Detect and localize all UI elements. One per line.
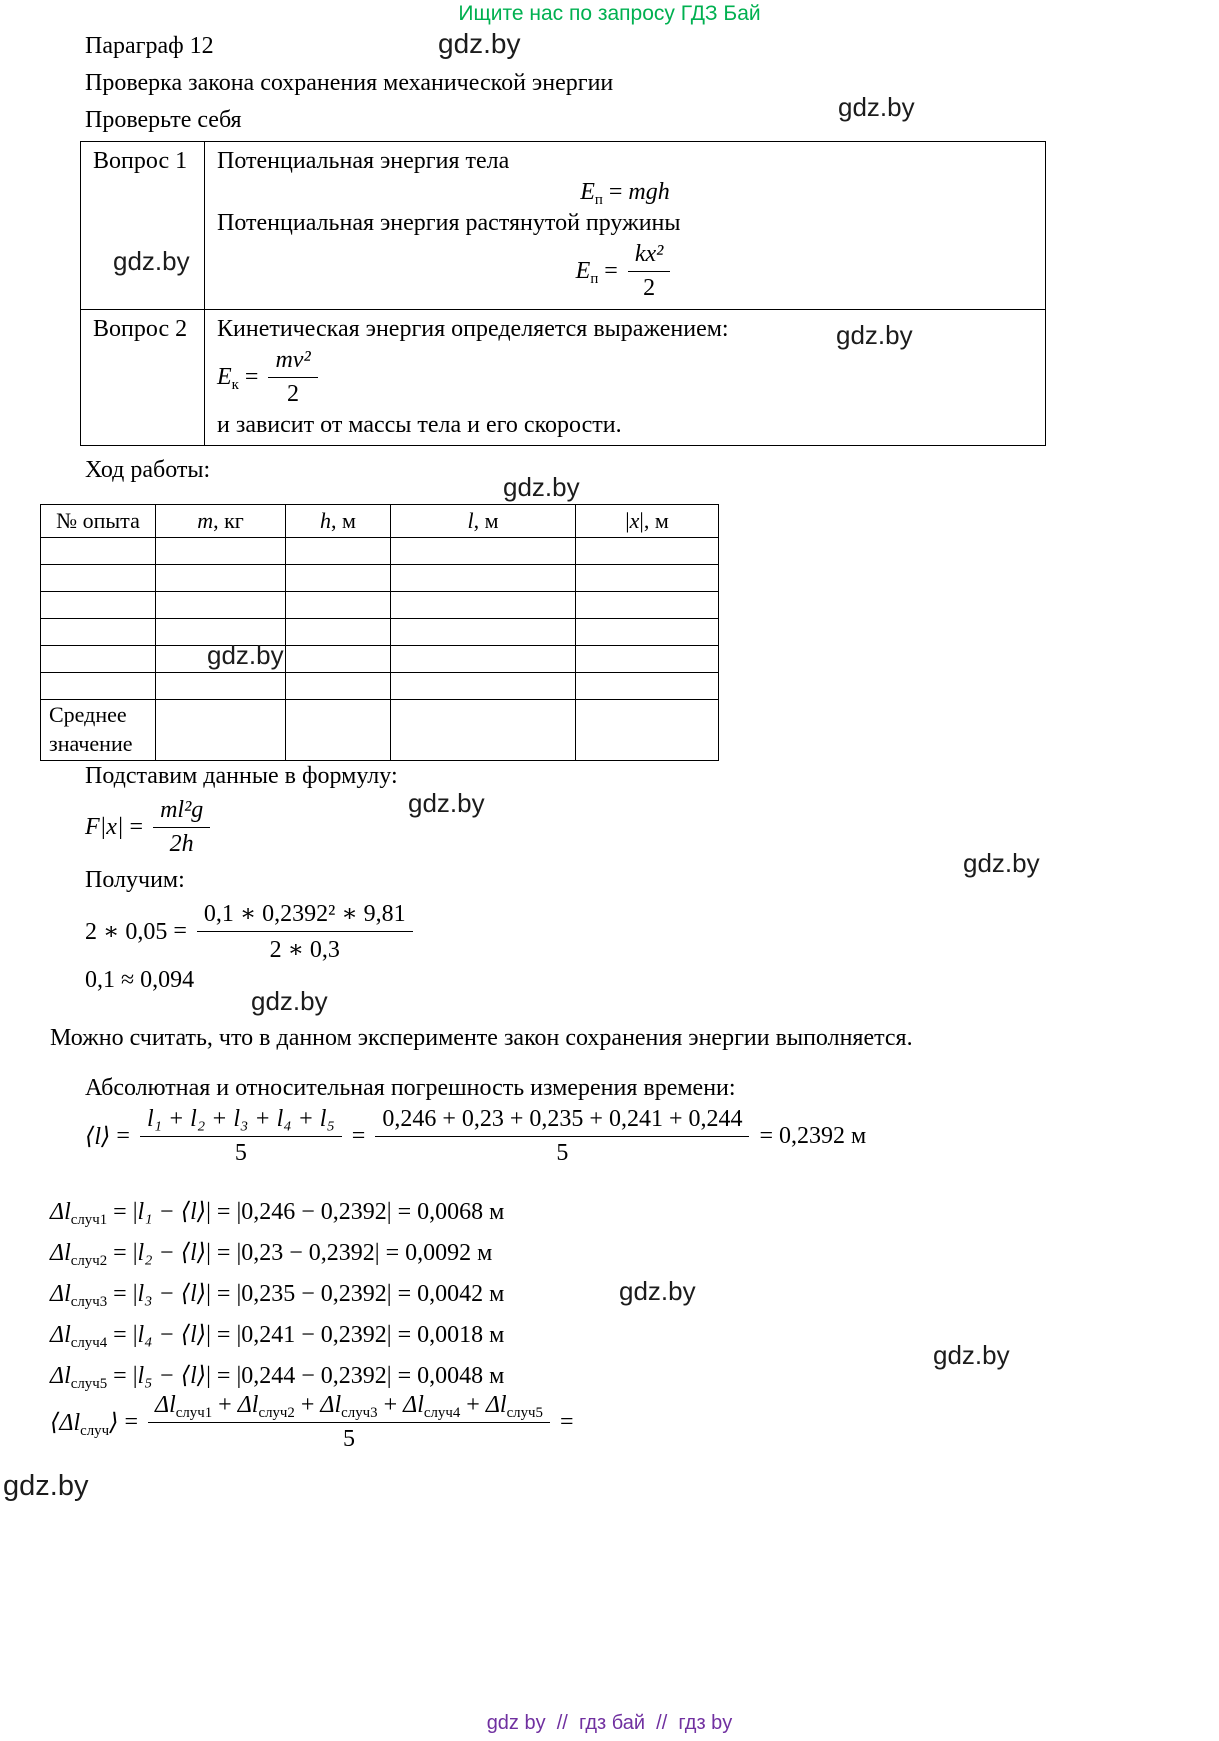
answer-text: Кинетическая энергия определяется выражением: <box>217 316 729 342</box>
empty-cell <box>576 619 719 646</box>
gdzby-watermark: gdz.by <box>113 246 190 276</box>
empty-cell <box>156 592 286 619</box>
gdzby-watermark: gdz.by <box>963 848 1040 878</box>
average-length-formula: ⟨l⟩ = $\frac{\text{l₁ + l₂ + l₃ + l₄ + l₅}}{5}$ = $\frac{0,246 + 0,23 + 0,235 + 0,241 + 0,244}{5}$ = 0,2392 м <box>85 1106 867 1166</box>
gdzby-watermark: gdz.by <box>933 1340 1010 1370</box>
col-header-experiment-number: № опыта <box>41 505 156 538</box>
question-1-row <box>81 142 1046 310</box>
gdzby-watermark: gdz.by <box>408 788 485 818</box>
work-progress-heading: Ход работы: <box>85 457 211 483</box>
gdzby-watermark: gdz.by <box>207 640 284 670</box>
empty-row <box>41 673 719 700</box>
empty-cell <box>41 592 156 619</box>
question-1-answer <box>205 142 1046 310</box>
random-error-line-3: $\Delta l_{случ3} = |l_3$ − ⟨l⟩| = |0,235 − 0,2392| = 0,0042 м <box>50 1281 505 1311</box>
random-error-line-4: $\Delta l_{случ4} = |l_4$ − ⟨l⟩| = |0,241 − 0,2392| = 0,0018 м <box>50 1322 505 1352</box>
gdzby-watermark: gdz.by <box>438 28 521 59</box>
question-2-answer <box>205 310 1046 446</box>
empty-cell <box>391 592 576 619</box>
gdzby-watermark: gdz.by <box>251 986 328 1016</box>
result-heading: Получим: <box>85 867 185 893</box>
empty-cell <box>391 565 576 592</box>
kinetic-energy-formula: $E_к$ = $\frac{\text{mv²}}{2}$ <box>217 347 1033 408</box>
col-header-displacement: |x|, м <box>576 505 719 538</box>
calculation-formula: 2 ∗ 0,05 = $\frac{\text{0,1 ∗ 0,2392² ∗ 9,81}}{2 ∗ 0,3}$ <box>85 899 417 964</box>
empty-cell <box>576 700 719 761</box>
empty-cell <box>156 538 286 565</box>
random-error-line-1: $\Delta l_{случ1} = |l_1$ − ⟨l⟩| = |0,246 − 0,2392| = 0,0068 м <box>50 1199 505 1229</box>
average-label: Среднее значение <box>41 700 156 761</box>
measurements-table <box>40 504 719 761</box>
empty-cell <box>41 646 156 673</box>
empty-cell <box>286 646 391 673</box>
empty-cell <box>576 592 719 619</box>
average-row <box>41 700 719 761</box>
col-header-length: l, м <box>391 505 576 538</box>
empty-cell <box>391 673 576 700</box>
empty-cell <box>286 700 391 761</box>
empty-row <box>41 619 719 646</box>
answer-text: Потенциальная энергия растянутой пружины <box>217 210 681 236</box>
check-yourself-heading: Проверьте себя <box>85 107 242 133</box>
top-search-banner: Ищите нас по запросу ГДЗ Бай <box>458 2 761 25</box>
empty-cell <box>156 565 286 592</box>
answer-text: и зависит от массы тела и его скорости. <box>217 412 622 438</box>
empty-cell <box>576 673 719 700</box>
random-error-line-2: $\Delta l_{случ2} = |l_2$ − ⟨l⟩| = |0,23 − 0,2392| = 0,0092 м <box>50 1240 493 1270</box>
question-2-label: Вопрос 2 <box>81 310 205 446</box>
conclusion-text: Можно считать, что в данном эксперименте закон сохранения энергии выполняется. <box>50 1025 913 1051</box>
col-header-mass: m, кг <box>156 505 286 538</box>
empty-cell <box>286 673 391 700</box>
empty-cell <box>391 646 576 673</box>
empty-cell <box>156 700 286 761</box>
empty-cell <box>41 619 156 646</box>
answer-text: Потенциальная энергия тела <box>217 148 510 174</box>
empty-cell <box>286 538 391 565</box>
force-formula: F|x| = $\frac{\text{ml²g}}{2h}$ <box>85 797 214 858</box>
gdzby-watermark: gdz.by <box>619 1276 696 1306</box>
empty-cell <box>286 592 391 619</box>
empty-cell <box>576 565 719 592</box>
empty-cell <box>391 700 576 761</box>
footer-search-terms: gdz by // гдз бай // гдз by <box>486 1712 733 1734</box>
gdzby-watermark: gdz.by <box>838 92 915 122</box>
paragraph-heading: Параграф 12 <box>85 33 214 59</box>
empty-cell <box>41 538 156 565</box>
empty-row <box>41 565 719 592</box>
error-section-heading: Абсолютная и относительная погрешность измерения времени: <box>85 1075 736 1101</box>
col-header-height: h, м <box>286 505 391 538</box>
empty-cell <box>576 646 719 673</box>
random-error-section <box>50 1192 504 1397</box>
empty-cell <box>41 673 156 700</box>
gdzby-watermark: gdz.by <box>503 472 580 502</box>
gdzby-watermark: gdz.by <box>836 320 913 350</box>
empty-cell <box>391 619 576 646</box>
empty-cell <box>286 565 391 592</box>
empty-row <box>41 538 719 565</box>
potential-energy-formula: $E_п$ = mgh <box>580 179 670 209</box>
average-random-error-formula: $⟨\Delta l_{случ}⟩$ = $\frac{\Delta l_{случ1} + \Delta l_{случ2} + \Delta l_{случ3} + \Delta l_{случ4} + \Delta l_{случ5}}{5}$ = <box>50 1392 574 1452</box>
approximation-result: 0,1 ≈ 0,094 <box>85 967 195 993</box>
substitute-heading: Подставим данные в формулу: <box>85 763 398 789</box>
gdzby-watermark: gdz.by <box>3 1470 89 1502</box>
measurements-header-row <box>41 505 719 538</box>
random-error-line-5: $\Delta l_{случ5} = |l_5$ − ⟨l⟩| = |0,244 − 0,2392| = 0,0048 м <box>50 1363 505 1393</box>
empty-row <box>41 592 719 619</box>
spring-energy-formula: $E_п$ = $\frac{\text{kx²}}{2}$ <box>217 241 1033 302</box>
document-title: Проверка закона сохранения механической энергии <box>85 70 614 96</box>
questions-table <box>80 141 1046 446</box>
empty-cell <box>41 565 156 592</box>
empty-cell <box>576 538 719 565</box>
empty-row <box>41 646 719 673</box>
empty-cell <box>156 673 286 700</box>
empty-cell <box>286 619 391 646</box>
question-1-label: Вопрос 1 <box>81 142 205 310</box>
empty-cell <box>391 538 576 565</box>
